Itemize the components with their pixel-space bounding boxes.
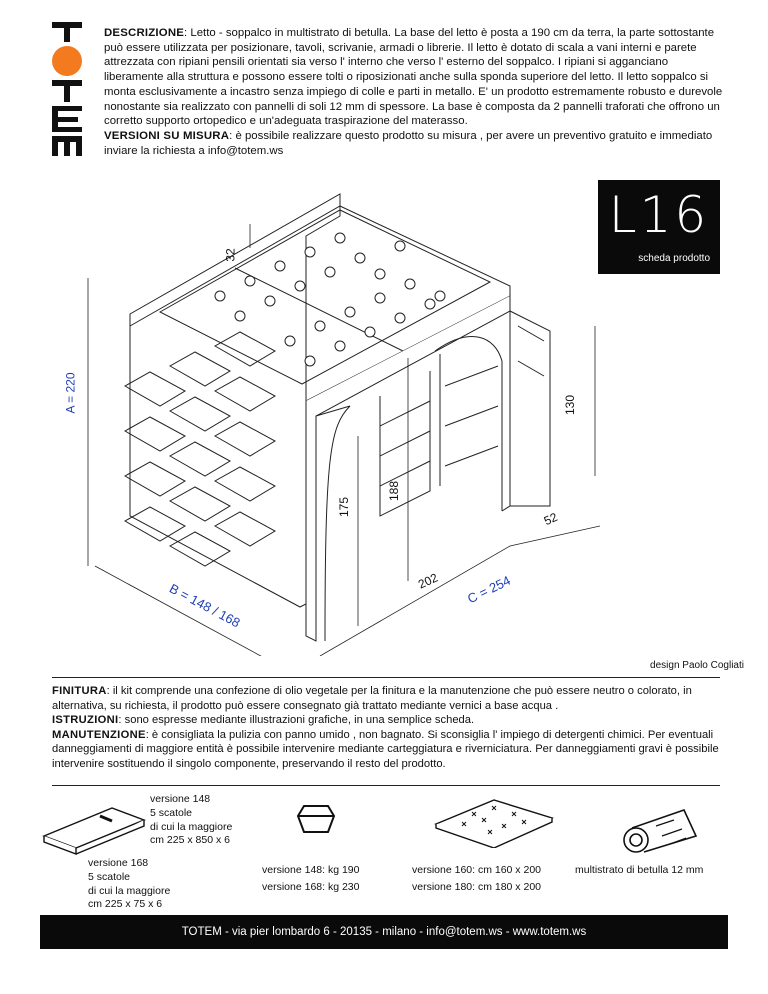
description-label: DESCRIZIONE [104, 27, 185, 39]
packaging-v148 [150, 793, 232, 848]
v168-line: cm 225 x 75 x 6 [88, 898, 163, 911]
packaging-v168 [88, 857, 170, 912]
dim-a: A = 220 [63, 372, 78, 414]
divider-bottom [52, 785, 720, 786]
dim-32: 32 [223, 248, 238, 262]
manutenzione-label: MANUTENZIONE [52, 728, 146, 741]
v148-line: di cui la maggiore [150, 820, 233, 833]
istruzioni-text: : sono espresse mediante illustrazioni grafiche, in una semplice scheda. [118, 714, 475, 727]
dim-188: 188 [387, 480, 402, 502]
product-subtitle: scheda prodotto [638, 253, 710, 264]
v148-line: 5 scatole [150, 806, 193, 819]
footer-bar: TOTEM - via pier lombardo 6 - 20135 - milano - info@totem.ws - www.totem.ws [40, 915, 728, 949]
versions-text: : è possibile realizzare questo prodotto su misura , per avere un preventivo gratuito e immediato inviare la richiesta a info@totem.ws [104, 129, 713, 157]
package-box-icon [38, 800, 148, 855]
dim-130: 130 [563, 394, 578, 416]
product-code-box [598, 180, 720, 274]
loft-bed-drawing [40, 186, 600, 656]
logo-orange-circle [52, 46, 82, 76]
dim-202: 202 [416, 570, 441, 592]
description-text: : Letto - soppalco in multistrato di betulla. La base del letto è posta a 190 cm da terra, la parte sottostante può essere utilizzata per posizionare, tavoli, scrivanie, armadi o librerie. Il letto è dotato di scala a vani interni e parete attrezzata con ripiani pensili orientati sia verso l' interno che verso l' esterno del soppalco. I ripiani si agganciano liberamente alla struttura e possono essere tolti o riposizionati anche sulla sponda superiore del letto. Il letto soppalco si monta esclusivamente a incastro senza impiego di colle e parti in metallo. E' un prodotto estremamente robusto e durevole nonostante sia realizzato con pannelli di soli 12 mm di spessore. La base è composta da 2 pannelli traforati che offrono un corretto supporto ortopedico e un'adeguata traspirazione del materasso. [104, 27, 723, 128]
manutenzione-text: : è consigliata la pulizia con panno umido , non bagnato. Si sconsiglia l' impiego di detergenti chimici. Per eventuali danneggiamenti di maggiore entità è possibile intervenire mediante carteggiatura e riverniciatura. Per danneggiamenti gravi è possibile intervenire sostituendo il singolo componente, preservando il resto del prodotto. [52, 728, 719, 770]
product-code: L16 [608, 186, 710, 244]
description-block [104, 26, 724, 158]
v168-line: 5 scatole [88, 870, 131, 883]
dim-175: 175 [337, 496, 352, 518]
v148-line: versione 148 [150, 793, 211, 805]
divider-top [52, 677, 720, 678]
finitura-label: FINITURA [52, 685, 107, 697]
dim-52: 52 [541, 509, 560, 529]
weight-v168: versione 168: kg 230 [262, 881, 360, 893]
v148-line: cm 225 x 850 x 6 [150, 834, 230, 847]
v168-line: versione 168 [88, 857, 149, 869]
v168-line: di cui la maggiore [88, 884, 171, 897]
mattress-v180: versione 180: cm 180 x 200 [412, 881, 541, 893]
finishing-info [52, 684, 724, 772]
finitura-text: : il kit comprende una confezione di olio vegetale per la finitura e la manutenzione che può essere neutro o colorato, in alternativa, su richiesta, il prodotto può essere consegnato già trattato mediante vernici a base acqua . [52, 685, 692, 712]
oil-jar-icon [296, 800, 336, 836]
mattress-v160: versione 160: cm 160 x 200 [412, 864, 541, 876]
istruzioni-label: ISTRUZIONI [52, 714, 119, 727]
dim-b: B = 148 / 168 [167, 580, 243, 631]
material-spec: multistrato di betulla 12 mm [575, 864, 704, 876]
mattress-icon [432, 796, 556, 848]
designer-credit: design Paolo Cogliati [650, 660, 744, 671]
weight-v148: versione 148: kg 190 [262, 864, 360, 876]
dim-c: C = 254 [465, 572, 513, 607]
wood-log-icon [614, 806, 704, 854]
versions-label: VERSIONI SU MISURA [104, 129, 230, 142]
